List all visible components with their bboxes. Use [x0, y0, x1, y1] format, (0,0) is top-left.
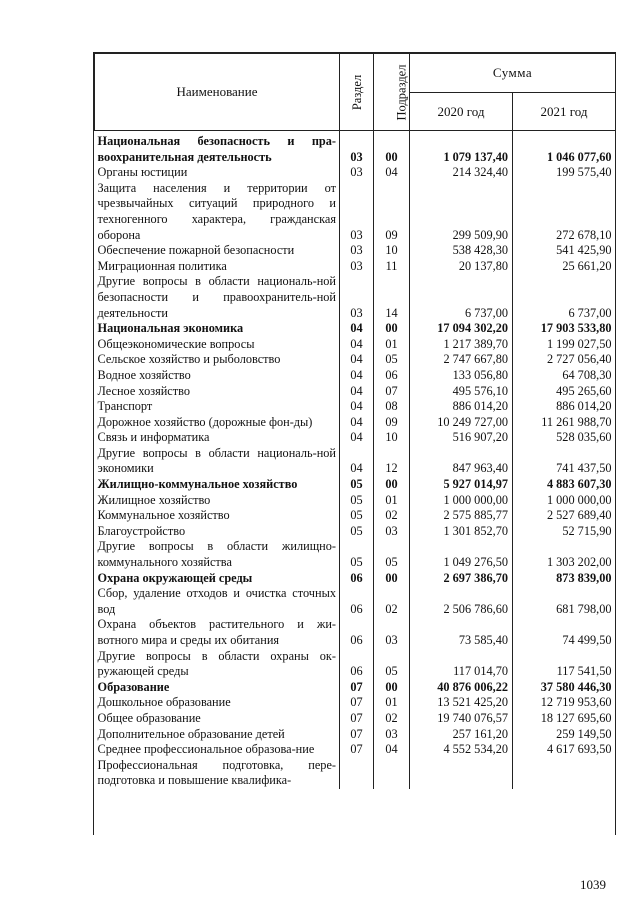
cell-2021: 1 303 202,00: [513, 539, 616, 570]
table-row: [95, 477, 616, 493]
table-row: [95, 680, 616, 696]
cell-2021: 873 839,00: [513, 571, 616, 587]
cell-2021: 2 727 056,40: [513, 352, 616, 368]
cell-name: Другие вопросы в области охраны ок-ружающей среды: [97, 648, 336, 679]
cell-subsection: [374, 758, 410, 789]
cell-name: Лесное хозяйство: [97, 383, 191, 398]
cell-2021: 37 580 446,30: [513, 680, 616, 696]
cell-section: 06: [340, 617, 374, 648]
cell-2020: 257 161,20: [410, 727, 513, 743]
cell-2021: 12 719 953,60: [513, 695, 616, 711]
cell-subsection: 14: [374, 274, 410, 321]
table-header: [95, 54, 616, 131]
cell-section: 04: [340, 399, 374, 415]
header-subsection-label: Подраздел: [394, 64, 409, 121]
cell-2021: 4 617 693,50: [513, 742, 616, 758]
table-row: [95, 131, 616, 166]
cell-section: 04: [340, 446, 374, 477]
cell-subsection: 04: [374, 742, 410, 758]
cell-2021: 886 014,20: [513, 399, 616, 415]
cell-subsection: 01: [374, 493, 410, 509]
header-section: [340, 54, 374, 131]
cell-subsection: 10: [374, 430, 410, 446]
cell-2020: 299 509,90: [410, 181, 513, 243]
header-year-2020: 2020 год: [410, 93, 513, 131]
cell-subsection: 02: [374, 586, 410, 617]
header-name: Наименование: [95, 54, 340, 131]
cell-section: 04: [340, 368, 374, 384]
table-row: [95, 321, 616, 337]
cell-subsection: 00: [374, 321, 410, 337]
table-row: [95, 617, 616, 648]
table-row: [95, 446, 616, 477]
cell-subsection: 05: [374, 352, 410, 368]
cell-subsection: 09: [374, 181, 410, 243]
cell-name: Другие вопросы в области националь-ной безопасности и правоохранитель-ной деятельности: [97, 274, 336, 320]
cell-2021: 1 199 027,50: [513, 337, 616, 353]
cell-2020: 516 907,20: [410, 430, 513, 446]
table-row: [95, 695, 616, 711]
cell-name: Сельское хозяйство и рыболовство: [97, 352, 281, 367]
cell-2020: 1 079 137,40: [410, 131, 513, 166]
cell-2020: 1 217 389,70: [410, 337, 513, 353]
cell-2021: [513, 758, 616, 789]
cell-name: Другие вопросы в области националь-ной экономики: [97, 445, 336, 476]
cell-2021: 25 661,20: [513, 259, 616, 275]
cell-2021: 52 715,90: [513, 524, 616, 540]
cell-2021: 6 737,00: [513, 274, 616, 321]
cell-subsection: 05: [374, 539, 410, 570]
cell-2020: 2 506 786,60: [410, 586, 513, 617]
table-row: [95, 259, 616, 275]
cell-name: Обеспечение пожарной безопасности: [97, 243, 295, 258]
cell-section: 06: [340, 649, 374, 680]
cell-section: 05: [340, 508, 374, 524]
header-subsection: [374, 54, 410, 131]
cell-name: Охрана объектов растительного и жи-вотного мира и среды их обитания: [97, 617, 336, 647]
table-row: [95, 337, 616, 353]
cell-2021: 74 499,50: [513, 617, 616, 648]
cell-name: Общеэкономические вопросы: [97, 336, 255, 351]
cell-section: 07: [340, 680, 374, 696]
cell-2020: 1 049 276,50: [410, 539, 513, 570]
cell-name: Транспорт: [97, 399, 153, 414]
table-row: [95, 415, 616, 431]
cell-2021: 541 425,90: [513, 243, 616, 259]
cell-subsection: 01: [374, 695, 410, 711]
cell-2020: 214 324,40: [410, 165, 513, 181]
cell-section: 05: [340, 493, 374, 509]
table-row: [95, 742, 616, 758]
cell-subsection: 03: [374, 617, 410, 648]
cell-subsection: 00: [374, 477, 410, 493]
table-row: [95, 352, 616, 368]
cell-section: 03: [340, 181, 374, 243]
cell-subsection: 00: [374, 571, 410, 587]
cell-subsection: 05: [374, 649, 410, 680]
cell-section: 03: [340, 165, 374, 181]
cell-2020: 19 740 076,57: [410, 711, 513, 727]
table-row: [95, 243, 616, 259]
cell-name: Дополнительное образование детей: [97, 726, 285, 741]
cell-2021: 741 437,50: [513, 446, 616, 477]
table-row: [95, 524, 616, 540]
cell-section: 07: [340, 727, 374, 743]
cell-name: Защита населения и территории от чрезвычайных ситуаций природного и техногенного характера, гражданская оборона: [97, 180, 336, 242]
table-row: [95, 711, 616, 727]
cell-2020: 1 000 000,00: [410, 493, 513, 509]
cell-name: Жилищное хозяйство: [97, 492, 211, 507]
cell-name: Водное хозяйство: [97, 367, 191, 382]
table-row: [95, 181, 616, 243]
cell-section: 06: [340, 571, 374, 587]
cell-2020: 886 014,20: [410, 399, 513, 415]
cell-name: Среднее профессиональное образова-ние: [97, 742, 315, 757]
cell-section: 05: [340, 539, 374, 570]
cell-2020: 40 876 006,22: [410, 680, 513, 696]
cell-section: 04: [340, 415, 374, 431]
cell-2021: 272 678,10: [513, 181, 616, 243]
table-row: [95, 571, 616, 587]
cell-name: Профессиональная подготовка, пере-подготовка и повышение квалифика-: [97, 757, 336, 788]
cell-2020: 495 576,10: [410, 384, 513, 400]
cell-2021: 11 261 988,70: [513, 415, 616, 431]
cell-section: 04: [340, 352, 374, 368]
cell-2020: 847 963,40: [410, 446, 513, 477]
table-row: [95, 399, 616, 415]
cell-section: 03: [340, 274, 374, 321]
cell-2020: 13 521 425,20: [410, 695, 513, 711]
cell-section: 04: [340, 430, 374, 446]
table-row: [95, 508, 616, 524]
cell-name: Образование: [97, 679, 170, 694]
cell-2021: 681 798,00: [513, 586, 616, 617]
cell-2021: 1 046 077,60: [513, 131, 616, 166]
cell-section: 07: [340, 695, 374, 711]
cell-2020: 6 737,00: [410, 274, 513, 321]
header-sum: Сумма: [410, 54, 616, 93]
cell-subsection: 12: [374, 446, 410, 477]
budget-table-frame: [93, 52, 616, 835]
cell-2021: 495 265,60: [513, 384, 616, 400]
cell-2021: 259 149,50: [513, 727, 616, 743]
cell-name: Сбор, удаление отходов и очистка сточных вод: [97, 586, 336, 616]
cell-section: 07: [340, 742, 374, 758]
table-row: [95, 539, 616, 570]
cell-2021: 2 527 689,40: [513, 508, 616, 524]
cell-name: Национальная экономика: [97, 321, 244, 336]
cell-2020: [410, 758, 513, 789]
cell-section: 07: [340, 711, 374, 727]
cell-2020: 20 137,80: [410, 259, 513, 275]
cell-section: 04: [340, 321, 374, 337]
cell-2021: 1 000 000,00: [513, 493, 616, 509]
cell-2020: 2 575 885,77: [410, 508, 513, 524]
cell-2021: 17 903 533,80: [513, 321, 616, 337]
cell-section: 06: [340, 586, 374, 617]
cell-subsection: 07: [374, 384, 410, 400]
cell-section: 03: [340, 243, 374, 259]
cell-2020: 17 094 302,20: [410, 321, 513, 337]
table-body: [95, 131, 616, 789]
table-row: [95, 493, 616, 509]
cell-name: Благоустройство: [97, 523, 186, 538]
cell-section: 04: [340, 384, 374, 400]
cell-name: Общее образование: [97, 710, 201, 725]
cell-section: [340, 758, 374, 789]
cell-subsection: 09: [374, 415, 410, 431]
cell-subsection: 03: [374, 727, 410, 743]
table-row: [95, 165, 616, 181]
table-row: [95, 758, 616, 789]
cell-name: Миграционная политика: [97, 258, 227, 273]
table-row: [95, 430, 616, 446]
cell-section: 05: [340, 477, 374, 493]
cell-2021: 199 575,40: [513, 165, 616, 181]
cell-name: Жилищно-коммунальное хозяйство: [97, 477, 298, 492]
cell-2020: 10 249 727,00: [410, 415, 513, 431]
cell-2021: 64 708,30: [513, 368, 616, 384]
header-section-label: Раздел: [350, 74, 365, 111]
cell-2020: 2 697 386,70: [410, 571, 513, 587]
cell-subsection: 02: [374, 711, 410, 727]
cell-2020: 117 014,70: [410, 649, 513, 680]
cell-2021: 4 883 607,30: [513, 477, 616, 493]
table-row: [95, 586, 616, 617]
cell-name: Дорожное хозяйство (дорожные фон-ды): [97, 414, 313, 429]
table-row: [95, 727, 616, 743]
header-year-2021: 2021 год: [513, 93, 616, 131]
page-number: 1039: [580, 877, 606, 892]
budget-table: [94, 53, 616, 789]
table-row: [95, 649, 616, 680]
cell-subsection: 11: [374, 259, 410, 275]
cell-subsection: 01: [374, 337, 410, 353]
cell-name: Национальная безопасность и пра-воохранительная деятельность: [97, 134, 336, 164]
cell-2020: 1 301 852,70: [410, 524, 513, 540]
cell-name: Охрана окружающей среды: [97, 570, 253, 585]
cell-name: Дошкольное образование: [97, 695, 231, 710]
cell-section: 05: [340, 524, 374, 540]
cell-subsection: 06: [374, 368, 410, 384]
cell-2020: 5 927 014,97: [410, 477, 513, 493]
table-row: [95, 274, 616, 321]
cell-section: 03: [340, 259, 374, 275]
cell-2020: 4 552 534,20: [410, 742, 513, 758]
table-row: [95, 384, 616, 400]
cell-section: 03: [340, 131, 374, 166]
cell-name: Органы юстиции: [97, 165, 188, 180]
cell-2020: 133 056,80: [410, 368, 513, 384]
cell-2020: 73 585,40: [410, 617, 513, 648]
cell-2020: 2 747 667,80: [410, 352, 513, 368]
cell-subsection: 10: [374, 243, 410, 259]
cell-subsection: 00: [374, 680, 410, 696]
cell-name: Другие вопросы в области жилищно-коммунального хозяйства: [97, 539, 336, 570]
cell-2021: 528 035,60: [513, 430, 616, 446]
cell-name: Связь и информатика: [97, 430, 210, 445]
cell-subsection: 08: [374, 399, 410, 415]
cell-2021: 117 541,50: [513, 649, 616, 680]
cell-subsection: 04: [374, 165, 410, 181]
cell-2020: 538 428,30: [410, 243, 513, 259]
cell-2021: 18 127 695,60: [513, 711, 616, 727]
cell-subsection: 03: [374, 524, 410, 540]
table-row: [95, 368, 616, 384]
cell-subsection: 02: [374, 508, 410, 524]
cell-subsection: 00: [374, 131, 410, 166]
cell-section: 04: [340, 337, 374, 353]
cell-name: Коммунальное хозяйство: [97, 508, 230, 523]
